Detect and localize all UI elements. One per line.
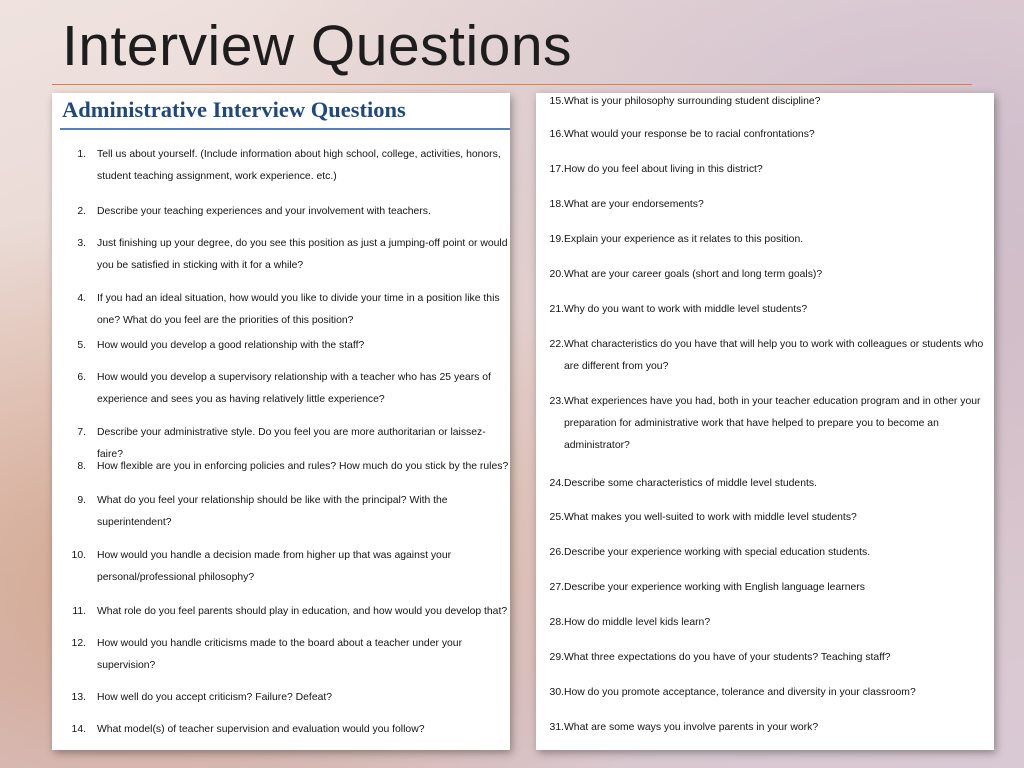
question-number: 28.: [549, 617, 564, 628]
question-text: Describe your experience working with special education students.: [564, 547, 871, 558]
question-number: 7.: [77, 427, 86, 438]
question-text: How would you develop a supervisory relationship with a teacher who has 25 years of experience and sees you as having relatively little experience?: [97, 372, 491, 405]
question-number: 12.: [71, 638, 86, 649]
question-number: 20.: [549, 269, 564, 280]
question-number: 18.: [549, 199, 564, 210]
question-number: 14.: [71, 724, 86, 735]
question-number: 3.: [77, 238, 86, 249]
question-number: 17.: [549, 164, 564, 175]
question-list-left: [52, 93, 510, 750]
question-number: 1.: [77, 149, 86, 160]
question-number: 27.: [549, 582, 564, 593]
question-number: 11.: [72, 606, 86, 617]
question-text: What would your response be to racial confrontations?: [564, 129, 815, 140]
question-text: How do you promote acceptance, tolerance and diversity in your classroom?: [564, 687, 916, 698]
question-list-right: [536, 93, 994, 750]
question-text: How well do you accept criticism? Failure? Defeat?: [97, 692, 333, 703]
question-text: What are your endorsements?: [564, 199, 704, 210]
question-number: 5.: [77, 340, 86, 351]
question-text: How do you feel about living in this district?: [564, 164, 763, 175]
question-text: What three expectations do you have of your students? Teaching staff?: [564, 652, 891, 663]
question-number: 31.: [549, 722, 564, 733]
document-heading: Administrative Interview Questions: [62, 97, 406, 122]
question-number: 16.: [549, 129, 564, 140]
question-text: What model(s) of teacher supervision and evaluation would you follow?: [97, 724, 425, 735]
question-text: Why do you want to work with middle level students?: [564, 304, 808, 315]
question-text: What do you feel your relationship should be like with the principal? With the superintendent?: [97, 495, 448, 528]
question-text: Describe your teaching experiences and your involvement with teachers.: [97, 206, 431, 217]
question-number: 30.: [549, 687, 564, 698]
question-text: What makes you well-suited to work with middle level students?: [564, 512, 857, 523]
question-text: What characteristics do you have that will help you to work with colleagues or students who are different from you?: [564, 339, 984, 372]
question-number: 2.: [77, 206, 86, 217]
question-text: What are your career goals (short and long term goals)?: [564, 269, 823, 280]
question-text: What role do you feel parents should play in education, and how would you develop that?: [97, 606, 508, 617]
question-number: 21.: [549, 304, 564, 315]
question-number: 4.: [77, 293, 86, 304]
question-number: 15.: [549, 96, 564, 107]
title-divider: [52, 84, 972, 85]
question-text: Describe some characteristics of middle level students.: [564, 478, 817, 489]
question-number: 26.: [549, 547, 564, 558]
question-number: 9.: [77, 495, 86, 506]
question-number: 25.: [549, 512, 564, 523]
slide-title: Interview Questions: [62, 14, 573, 78]
question-number: 23.: [549, 396, 564, 407]
question-number: 10.: [71, 550, 86, 561]
question-text: What is your philosophy surrounding student discipline?: [564, 96, 821, 107]
question-text: How do middle level kids learn?: [564, 617, 711, 628]
question-text: How would you handle criticisms made to the board about a teacher under your supervision?: [97, 638, 463, 671]
question-text: What are some ways you involve parents in your work?: [564, 722, 819, 733]
document-page-left: [52, 93, 510, 750]
question-text: Tell us about yourself. (Include information about high school, college, activities, honors, student teaching assignment, work experience. etc.): [97, 149, 501, 182]
question-number: 8.: [77, 461, 86, 472]
question-number: 6.: [77, 372, 86, 383]
question-number: 22.: [549, 339, 564, 350]
question-text: How would you develop a good relationship with the staff?: [97, 340, 365, 351]
question-text: What experiences have you had, both in your teacher education program and in other your preparation for administrative work that have helped to prepare you to become an administrator?: [564, 396, 981, 451]
question-text: How would you handle a decision made from higher up that was against your personal/professional philosophy?: [97, 550, 452, 583]
question-text: Describe your experience working with English language learners: [564, 582, 865, 593]
question-number: 29.: [549, 652, 564, 663]
document-page-right: [536, 93, 994, 750]
question-text: Describe your administrative style. Do you feel you are more authoritarian or laissez-faire?: [97, 427, 486, 460]
question-text: How flexible are you in enforcing policies and rules? How much do you stick by the rules?: [97, 461, 509, 472]
question-number: 13.: [71, 692, 86, 703]
question-number: 19.: [549, 234, 564, 245]
question-number: 24.: [549, 478, 564, 489]
question-text: If you had an ideal situation, how would you like to divide your time in a position like this one? What do you feel are the priorities of this position?: [97, 293, 500, 326]
question-text: Just finishing up your degree, do you see this position as just a jumping-off point or would you be satisfied in sticking with it for a while?: [97, 238, 508, 271]
question-text: Explain your experience as it relates to this position.: [564, 234, 804, 245]
